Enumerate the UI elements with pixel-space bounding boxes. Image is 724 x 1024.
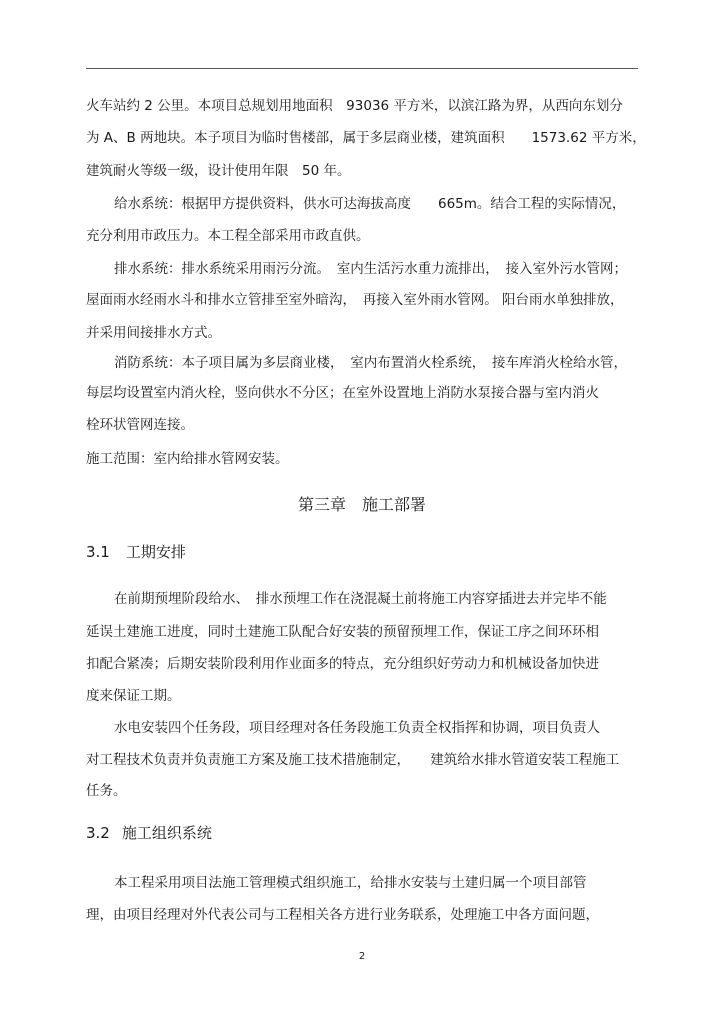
fire-line-3: 栓环状管网连接。 bbox=[86, 417, 194, 433]
section-3-1-heading bbox=[86, 542, 186, 562]
water-supply-line-1: 给水系统：根据甲方提供资料，供水可达海拔高度 665m。结合工程的实际情况， bbox=[114, 196, 626, 212]
intro-line-2: 为 A、B 两地块。本子项目为临时售楼部，属于多层商业楼，建筑面积 1573.62 平方米， bbox=[86, 130, 646, 146]
fire-line-2: 每层均设置室内消火栓，竖向供水不分区；在室外设置地上消防水泵接合器与室内消火 bbox=[86, 385, 599, 401]
drainage-line-2: 屋面雨水经雨水斗和排水立管排至室外暗沟， 再接入室外雨水管网。 阳台雨水单独排放， bbox=[86, 292, 624, 308]
chapter-title: 第三章 施工部署 bbox=[297, 495, 426, 514]
intro-line-1: 火车站约 2 公里。本项目总规划用地面积 93036 平方米，以滨江路为界，从西向东划分 bbox=[86, 98, 623, 114]
schedule-p1-line-3: 扣配合紧凑；后期安装阶段利用作业面多的特点，充分组织好劳动力和机械设备加快进 bbox=[86, 656, 599, 672]
schedule-p1-line-2: 延误土建施工进度，同时土建施工队配合好安装的预留预埋工作，保证工序之间环环相 bbox=[86, 624, 599, 640]
fire-line-1: 消防系统：本子项目属为多层商业楼， 室内布置消火栓系统， 接车库消火栓给水管， bbox=[114, 355, 627, 371]
org-p1-line-1: 本工程采用项目法施工管理模式组织施工，给排水安装与土建归属一个项目部管 bbox=[114, 875, 587, 891]
intro-line-3: 建筑耐火等级一级，设计使用年限 50 年。 bbox=[86, 163, 351, 179]
drainage-line-3: 并采用间接排水方式。 bbox=[86, 325, 221, 341]
section-number: 3.1 bbox=[86, 543, 110, 561]
schedule-p1-line-4: 度来保证工期。 bbox=[86, 688, 181, 704]
schedule-p1-line-1: 在前期预埋阶段给水、 排水预埋工作在浇混凝土前将施工内容穿插进去并完毕不能 bbox=[114, 591, 607, 607]
schedule-p2-line-3: 任务。 bbox=[86, 783, 127, 799]
schedule-p2-line-1: 水电安装四个任务段，项目经理对各任务段施工负责全权指挥和协调，项目负责人 bbox=[114, 720, 600, 736]
drainage-line-1: 排水系统：排水系统采用雨污分流。 室内生活污水重力流排出， 接入室外污水管网； bbox=[114, 261, 627, 277]
section-number: 3.2 bbox=[86, 824, 110, 842]
section-title: 工期安排 bbox=[125, 543, 186, 561]
section-title: 施工组织系统 bbox=[121, 824, 212, 842]
schedule-p2-line-2: 对工程技术负责并负责施工方案及施工技术措施制定， 建筑给水排水管道安装工程施工 bbox=[86, 752, 620, 768]
page-number: 2 bbox=[358, 951, 366, 962]
org-p1-line-2: 理，由项目经理对外代表公司与工程相关各方进行业务联系，处理施工中各方面问题， bbox=[86, 907, 599, 923]
section-3-2-heading bbox=[86, 823, 212, 843]
water-supply-line-2: 充分利用市政压力。本工程全部采用市政直供。 bbox=[86, 228, 370, 244]
header-rule bbox=[86, 68, 638, 69]
scope-line: 施工范围：室内给排水管网安装。 bbox=[86, 451, 289, 467]
